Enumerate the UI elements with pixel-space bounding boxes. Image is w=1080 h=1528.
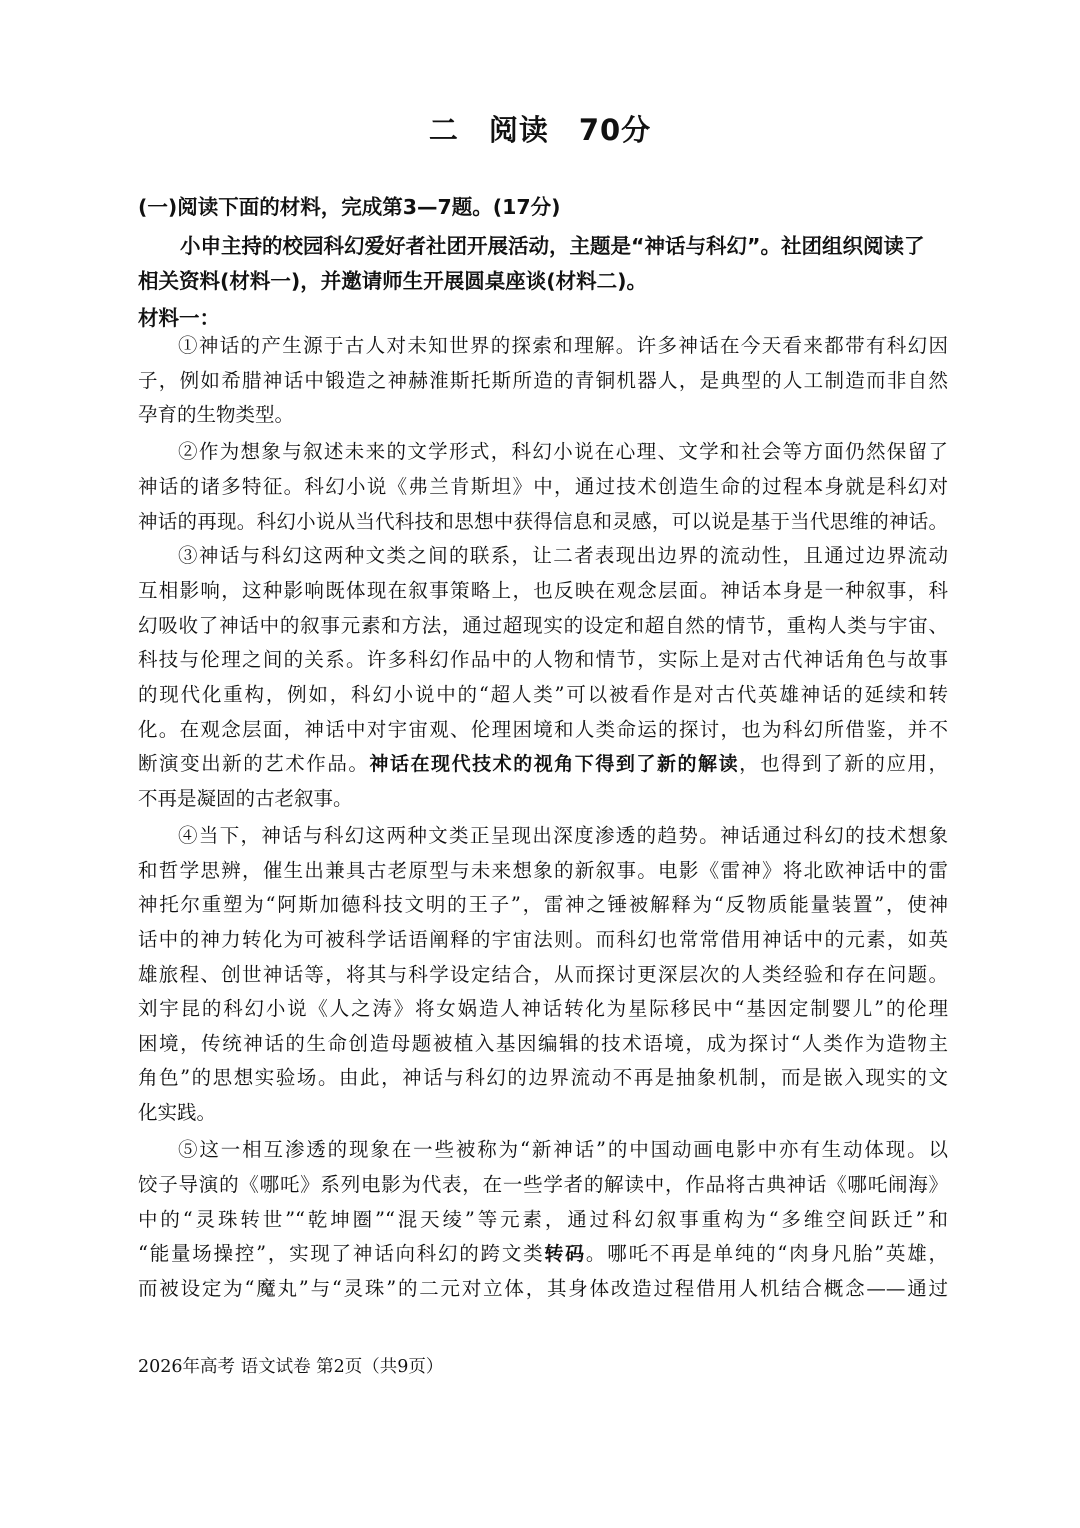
emphasized-phrase: 神话在现代技术的视角下得到了新的解读 <box>369 753 740 776</box>
text-line: 不再是凝固的古老叙事。 <box>138 786 353 810</box>
material-one-text <box>138 329 948 1306</box>
text-run: “能量场操控”，实现了神话向科幻的跨文类 <box>138 1242 545 1266</box>
text-run: 。哪吒不再是单纯的“肉身凡胎”英雄， <box>585 1242 948 1266</box>
text-line: 化。在观念层面，神话中对宇宙观、伦理困境和人类命运的探讨，也为科幻所借鉴，并不 <box>138 717 948 741</box>
text-run: ，也得到了新的应用， <box>739 752 948 776</box>
text-line: 的现代化重构，例如，科幻小说中的“超人类”可以被看作是对古代英雄神话的延续和转 <box>138 682 948 706</box>
text-line: ①神话的产生源于古人对未知世界的探索和理解。许多神话在今天看来都带有科幻因 <box>178 334 948 357</box>
page-footer: 2026年高考 语文试卷 第2页（共9页） <box>138 1357 444 1377</box>
text-line-mixed <box>138 1237 948 1272</box>
text-line: 雄旅程、创世神话等，将其与科学设定结合，从而探讨更深层次的人类经验和存在问题。 <box>138 962 948 986</box>
text-line: 和哲学思辨，催生出兼具古老原型与未来想象的新叙事。电影《雷神》将北欧神话中的雷 <box>138 858 948 882</box>
emphasized-word: 转码 <box>544 1243 586 1266</box>
text-line: 神托尔重塑为“阿斯加德科技文明的王子”，雷神之锤被解释为“反物质能量装置”，使神 <box>138 893 948 917</box>
text-line: 化实践。 <box>138 1101 217 1125</box>
text-line: 互相影响，这种影响既体现在叙事策略上，也反映在观念层面。神话本身是一种叙事，科 <box>138 578 948 602</box>
text-line: 子，例如希腊神话中锻造之神赫淮斯托斯所造的青铜机器人，是典型的人工制造而非自然 <box>138 368 948 392</box>
text-line: 神话的诸多特征。科幻小说《弗兰肯斯坦》中，通过技术创造生命的过程本身就是科幻对 <box>138 475 948 499</box>
text-line: 饺子导演的《哪吒》系列电影为代表，在一些学者的解读中，作品将古典神话《哪吒闹海》 <box>138 1172 948 1196</box>
text-line: 中的“灵珠转世”“乾坤圈”“混天绫”等元素，通过科幻叙事重构为“多维空间跃迁”和 <box>138 1207 948 1231</box>
text-line: 神话的再现。科幻小说从当代科技和思想中获得信息和灵感，可以说是基于当代思维的神话。 <box>138 509 948 533</box>
section-title: 二 阅读 70分 <box>428 113 652 147</box>
text-line: 话中的神力转化为可被科学话语阐释的宇宙法则。而科幻也常常借用神话中的元素，如英 <box>138 927 948 951</box>
text-line: ③神话与科幻这两种文类之间的联系，让二者表现出边界的流动性，且通过边界流动 <box>178 544 948 568</box>
material-label: 材料一： <box>138 306 220 330</box>
text-line: 困境，传统神话的生命创造母题被植入基因编辑的技术语境，成为探讨“人类作为造物主 <box>138 1031 948 1055</box>
text-line: 而被设定为“魔丸”与“灵珠”的二元对立体，其身体改造过程借用人机结合概念——通过 <box>138 1276 948 1300</box>
text-line: ⑤这一相互渗透的现象在一些被称为“新神话”的中国动画电影中亦有生动体现。以 <box>178 1138 948 1162</box>
question-header: (一)阅读下面的材料，完成第3—7题。(17分) <box>138 195 561 219</box>
text-line: ④当下，神话与科幻这两种文类正呈现出深度渗透的趋势。神话通过科幻的技术想象 <box>178 823 948 847</box>
text-line: 孕育的生物类型。 <box>138 403 295 427</box>
text-line: 刘宇昆的科幻小说《人之涛》将女娲造人神话转化为星际移民中“基因定制婴儿”的伦理 <box>138 997 948 1021</box>
text-line: 幻吸收了神话中的叙事元素和方法，通过超现实的设定和超自然的情节，重构人类与宇宙、 <box>138 613 948 637</box>
text-line-mixed <box>138 747 948 782</box>
intro-line: 小申主持的校园科幻爱好者社团开展活动，主题是“神话与科幻”。社团组织阅读了 <box>180 234 925 258</box>
text-line: 科技与伦理之间的关系。许多科幻作品中的人物和情节，实际上是对古代神话角色与故事 <box>138 648 948 672</box>
intro-line: 相关资料(材料一)，并邀请师生开展圆桌座谈(材料二)。 <box>138 269 647 293</box>
text-run: 断演变出新的艺术作品。 <box>138 752 370 776</box>
text-line: ②作为想象与叙述未来的文学形式，科幻小说在心理、文学和社会等方面仍然保留了 <box>178 440 948 464</box>
text-line: 角色”的思想实验场。由此，神话与科幻的边界流动不再是抽象机制，而是嵌入现实的文 <box>138 1066 948 1090</box>
